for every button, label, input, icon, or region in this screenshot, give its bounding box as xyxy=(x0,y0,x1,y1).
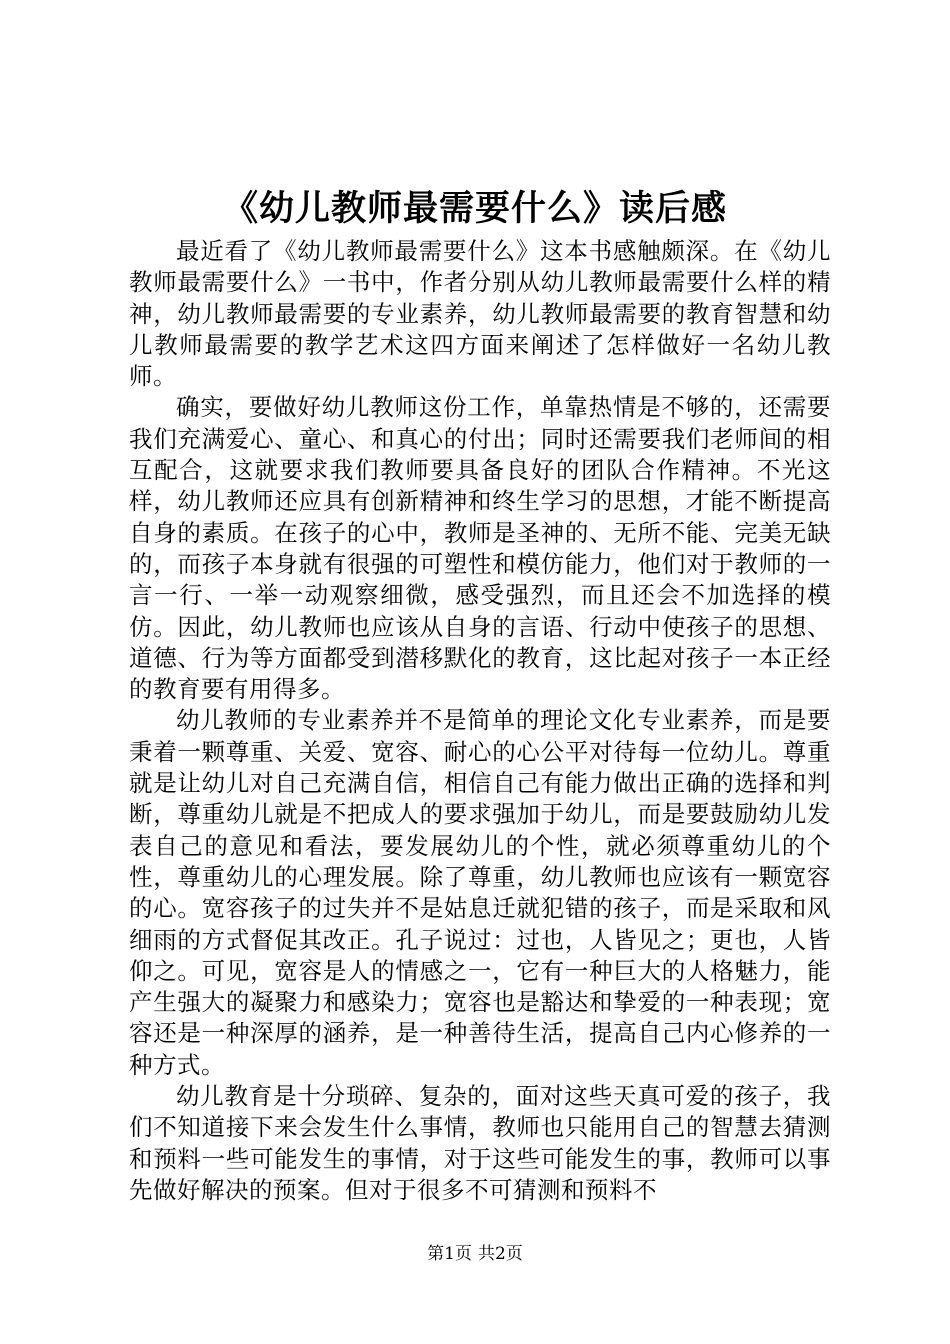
paragraph-1: 最近看了《幼儿教师最需要什么》这本书感触颇深。在《幼儿教师最需要什么》一书中，作者分别从幼儿教师最需要什么样的精神，幼儿教师最需要的专业素养，幼儿教师最需要的教育智慧和幼儿教师最需要的教学艺术这四方面来阐述了怎样做好一名幼儿教师。 xyxy=(129,237,831,391)
page-footer xyxy=(0,1243,950,1265)
page-number-total: 共2页 xyxy=(478,1244,523,1264)
page-number-current: 第1页 xyxy=(427,1244,472,1264)
paragraph-2: 确实，要做好幼儿教师这份工作，单靠热情是不够的，还需要我们充满爱心、童心、和真心的付出；同时还需要我们老师间的相互配合，这就要求我们教师要具备良好的团队合作精神。不光这样，幼儿教师还应具有创新精神和终生学习的思想，才能不断提高自身的素质。在孩子的心中，教师是圣神的、无所不能、完美无缺的，而孩子本身就有很强的可塑性和模仿能力，他们对于教师的一言一行、一举一动观察细微，感受强烈，而且还会不加选择的模仿。因此，幼儿教师也应该从自身的言语、行动中使孩子的思想、道德、行为等方面都受到潜移默化的教育，这比起对孩子一本正经的教育要有用得多。 xyxy=(129,393,831,704)
paragraph-3: 幼儿教师的专业素养并不是简单的理论文化专业素养，而是要秉着一颗尊重、关爱、宽容、耐心的心公平对待每一位幼儿。尊重就是让幼儿对自己充满自信，相信自己有能力做出正确的选择和判断，尊重幼儿就是不把成人的要求强加于幼儿，而是要鼓励幼儿发表自己的意见和看法，要发展幼儿的个性，就必须尊重幼儿的个性，尊重幼儿的心理发展。除了尊重，幼儿教师也应该有一颗宽容的心。宽容孩子的过失并不是姑息迁就犯错的孩子，而是采取和风细雨的方式督促其改正。孔子说过：过也，人皆见之；更也，人皆仰之。可见，宽容是人的情感之一，它有一种巨大的人格魅力，能产生强大的凝聚力和感染力；宽容也是豁达和挚爱的一种表现；宽容还是一种深厚的涵养，是一种善待生活，提高自己内心修养的一种方式。 xyxy=(129,706,831,1079)
paragraph-4: 幼儿教育是十分琐碎、复杂的，面对这些天真可爱的孩子，我们不知道接下来会发生什么事情，教师也只能用自己的智慧去猜测和预料一些可能发生的事情，对于这些可能发生的事，教师可以事先做好解决的预案。但对于很多不可猜测和预料不 xyxy=(129,1082,831,1204)
document-body xyxy=(129,236,831,1206)
document-title: 《幼儿教师最需要什么》读后感 xyxy=(222,188,727,229)
